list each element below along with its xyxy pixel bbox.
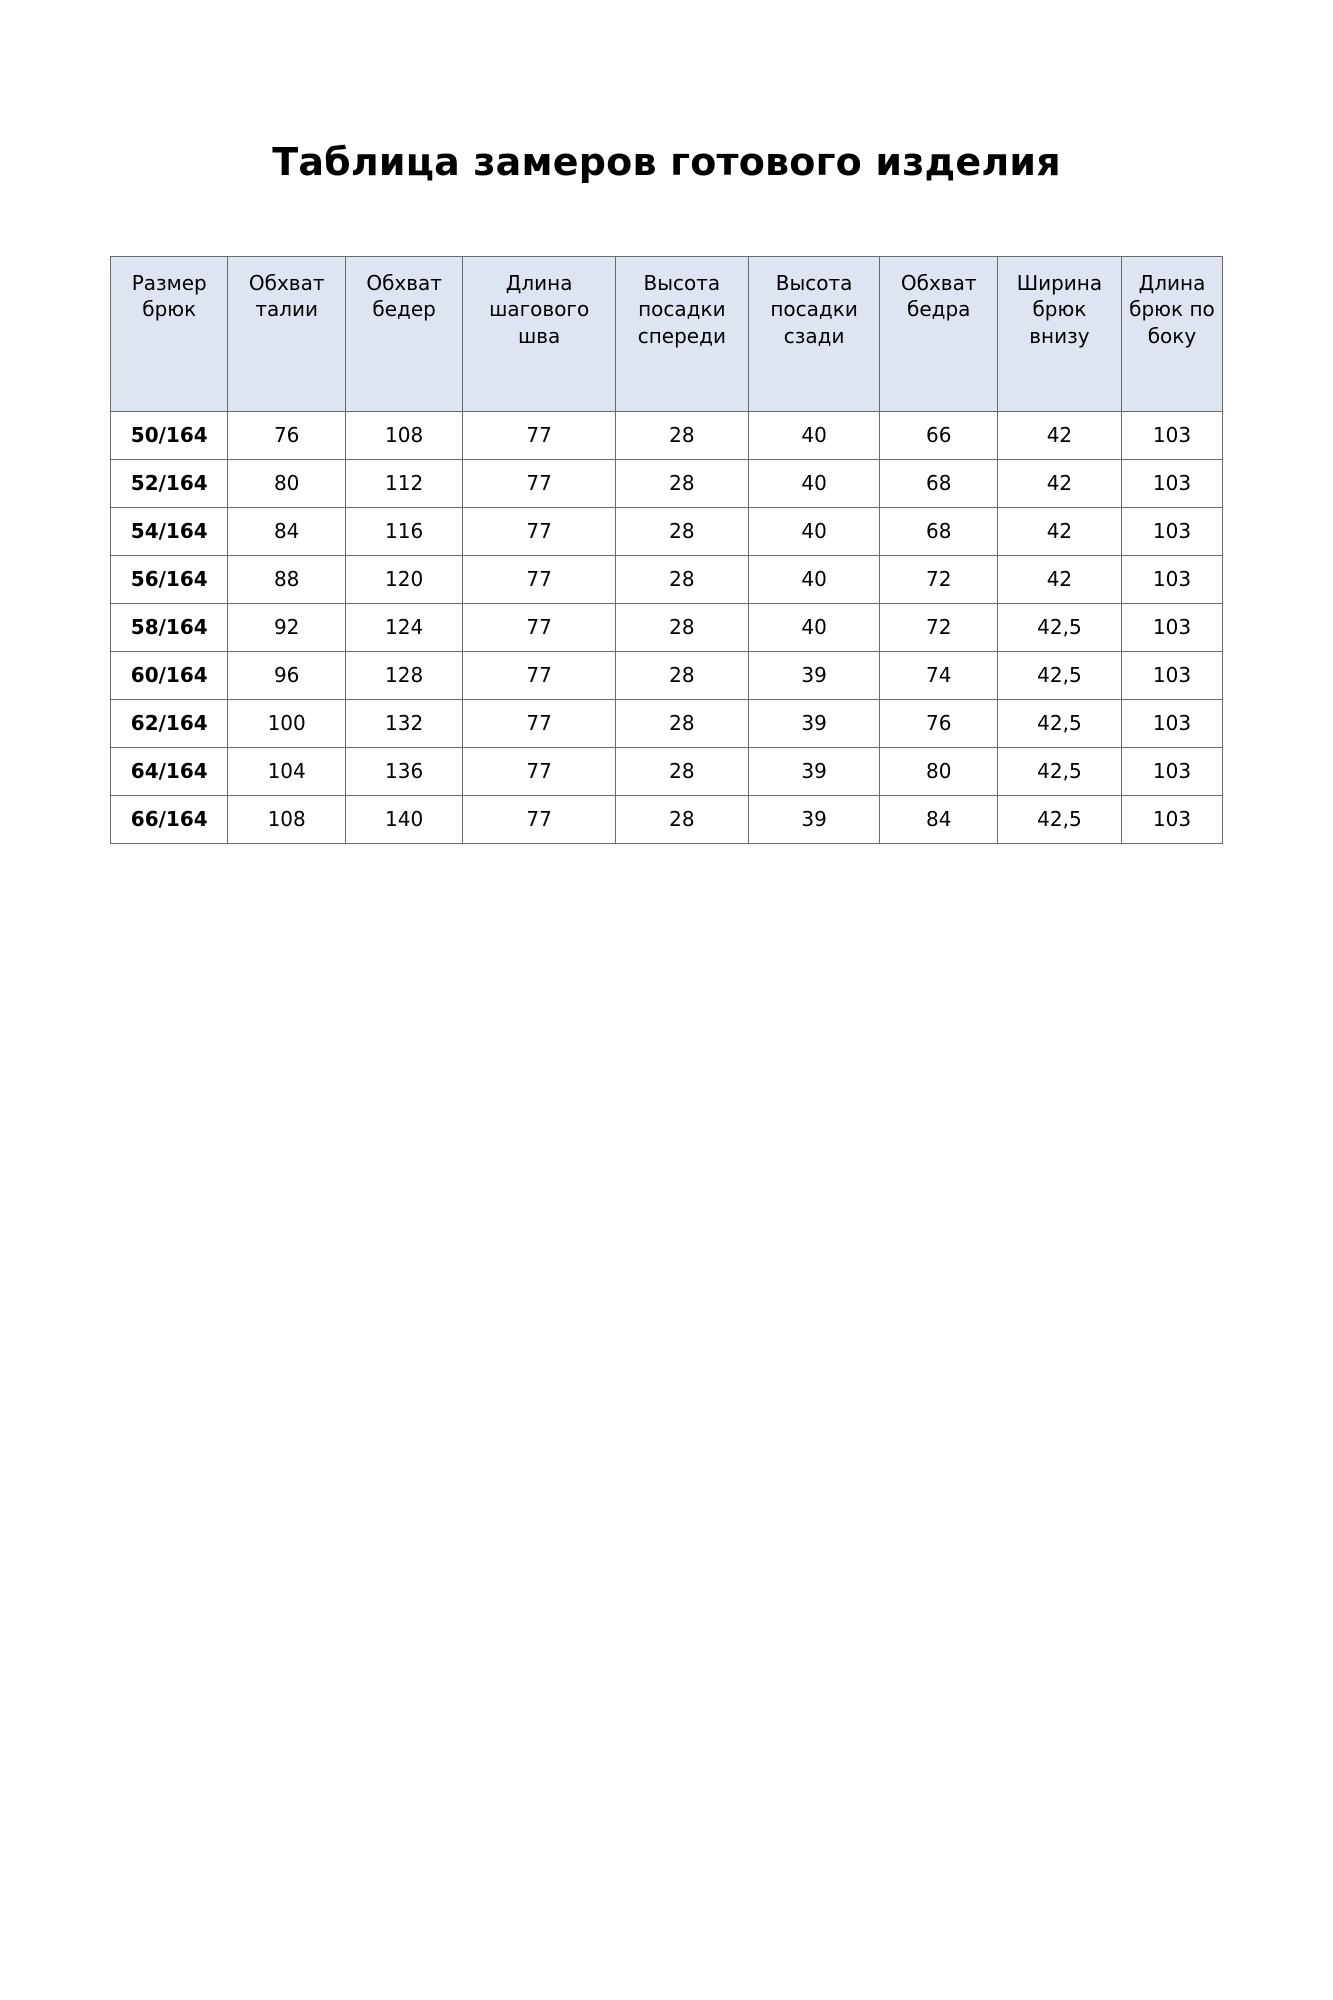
- column-header-back-rise: Высота посадки сзади: [748, 257, 880, 412]
- cell-inseam-length: 77: [463, 652, 616, 700]
- cell-waist-girth: 96: [228, 652, 345, 700]
- cell-thigh-girth: 66: [880, 412, 997, 460]
- cell-side-length: 103: [1121, 412, 1222, 460]
- cell-size: 50/164: [111, 412, 228, 460]
- cell-thigh-girth: 76: [880, 700, 997, 748]
- column-header-hip-girth: Обхват бедер: [345, 257, 462, 412]
- cell-size: 62/164: [111, 700, 228, 748]
- table-row: [111, 508, 1223, 556]
- cell-side-length: 103: [1121, 556, 1222, 604]
- cell-leg-opening: 42,5: [997, 652, 1121, 700]
- cell-leg-opening: 42: [997, 412, 1121, 460]
- cell-leg-opening: 42: [997, 556, 1121, 604]
- cell-back-rise: 39: [748, 748, 880, 796]
- cell-waist-girth: 76: [228, 412, 345, 460]
- cell-thigh-girth: 74: [880, 652, 997, 700]
- cell-side-length: 103: [1121, 604, 1222, 652]
- cell-side-length: 103: [1121, 748, 1222, 796]
- cell-waist-girth: 80: [228, 460, 345, 508]
- cell-inseam-length: 77: [463, 604, 616, 652]
- cell-leg-opening: 42,5: [997, 796, 1121, 844]
- column-header-side-length: Длина брюк по боку: [1121, 257, 1222, 412]
- cell-leg-opening: 42: [997, 508, 1121, 556]
- cell-leg-opening: 42,5: [997, 604, 1121, 652]
- cell-inseam-length: 77: [463, 556, 616, 604]
- cell-front-rise: 28: [615, 556, 748, 604]
- cell-waist-girth: 88: [228, 556, 345, 604]
- table-row: [111, 460, 1223, 508]
- cell-back-rise: 40: [748, 508, 880, 556]
- cell-front-rise: 28: [615, 460, 748, 508]
- cell-hip-girth: 116: [345, 508, 462, 556]
- table-row: [111, 748, 1223, 796]
- cell-back-rise: 40: [748, 460, 880, 508]
- table-row: [111, 412, 1223, 460]
- cell-hip-girth: 124: [345, 604, 462, 652]
- column-header-leg-opening: Ширина брюк внизу: [997, 257, 1121, 412]
- cell-inseam-length: 77: [463, 796, 616, 844]
- cell-hip-girth: 132: [345, 700, 462, 748]
- cell-thigh-girth: 68: [880, 460, 997, 508]
- cell-inseam-length: 77: [463, 460, 616, 508]
- cell-side-length: 103: [1121, 652, 1222, 700]
- measurements-table-container: [0, 256, 1333, 844]
- cell-back-rise: 40: [748, 604, 880, 652]
- cell-side-length: 103: [1121, 508, 1222, 556]
- cell-size: 52/164: [111, 460, 228, 508]
- cell-side-length: 103: [1121, 460, 1222, 508]
- cell-front-rise: 28: [615, 700, 748, 748]
- cell-hip-girth: 128: [345, 652, 462, 700]
- cell-waist-girth: 100: [228, 700, 345, 748]
- column-header-inseam-length: Длина шагового шва: [463, 257, 616, 412]
- column-header-waist-girth: Обхват талии: [228, 257, 345, 412]
- cell-waist-girth: 104: [228, 748, 345, 796]
- table-row: [111, 556, 1223, 604]
- cell-hip-girth: 112: [345, 460, 462, 508]
- cell-inseam-length: 77: [463, 412, 616, 460]
- cell-size: 60/164: [111, 652, 228, 700]
- cell-thigh-girth: 84: [880, 796, 997, 844]
- cell-size: 58/164: [111, 604, 228, 652]
- cell-front-rise: 28: [615, 604, 748, 652]
- cell-thigh-girth: 68: [880, 508, 997, 556]
- cell-waist-girth: 108: [228, 796, 345, 844]
- column-header-thigh-girth: Обхват бедра: [880, 257, 997, 412]
- cell-leg-opening: 42: [997, 460, 1121, 508]
- cell-leg-opening: 42,5: [997, 748, 1121, 796]
- cell-front-rise: 28: [615, 412, 748, 460]
- table-row: [111, 652, 1223, 700]
- cell-leg-opening: 42,5: [997, 700, 1121, 748]
- column-header-size: Размер брюк: [111, 257, 228, 412]
- cell-inseam-length: 77: [463, 700, 616, 748]
- cell-size: 56/164: [111, 556, 228, 604]
- cell-front-rise: 28: [615, 652, 748, 700]
- cell-waist-girth: 84: [228, 508, 345, 556]
- cell-waist-girth: 92: [228, 604, 345, 652]
- cell-back-rise: 39: [748, 796, 880, 844]
- cell-front-rise: 28: [615, 748, 748, 796]
- cell-back-rise: 39: [748, 700, 880, 748]
- cell-front-rise: 28: [615, 508, 748, 556]
- table-header: [111, 257, 1223, 412]
- column-header-front-rise: Высота посадки спереди: [615, 257, 748, 412]
- cell-thigh-girth: 80: [880, 748, 997, 796]
- table-header-row: [111, 257, 1223, 412]
- cell-back-rise: 40: [748, 556, 880, 604]
- cell-side-length: 103: [1121, 700, 1222, 748]
- cell-hip-girth: 136: [345, 748, 462, 796]
- cell-hip-girth: 140: [345, 796, 462, 844]
- cell-front-rise: 28: [615, 796, 748, 844]
- cell-hip-girth: 108: [345, 412, 462, 460]
- page-title: Таблица замеров готового изделия: [272, 140, 1061, 184]
- cell-thigh-girth: 72: [880, 556, 997, 604]
- table-row: [111, 700, 1223, 748]
- cell-thigh-girth: 72: [880, 604, 997, 652]
- table-row: [111, 604, 1223, 652]
- cell-size: 54/164: [111, 508, 228, 556]
- cell-inseam-length: 77: [463, 748, 616, 796]
- table-body: [111, 412, 1223, 844]
- cell-side-length: 103: [1121, 796, 1222, 844]
- cell-size: 64/164: [111, 748, 228, 796]
- table-row: [111, 796, 1223, 844]
- cell-back-rise: 39: [748, 652, 880, 700]
- cell-size: 66/164: [111, 796, 228, 844]
- cell-inseam-length: 77: [463, 508, 616, 556]
- cell-back-rise: 40: [748, 412, 880, 460]
- cell-hip-girth: 120: [345, 556, 462, 604]
- measurements-table: [110, 256, 1223, 844]
